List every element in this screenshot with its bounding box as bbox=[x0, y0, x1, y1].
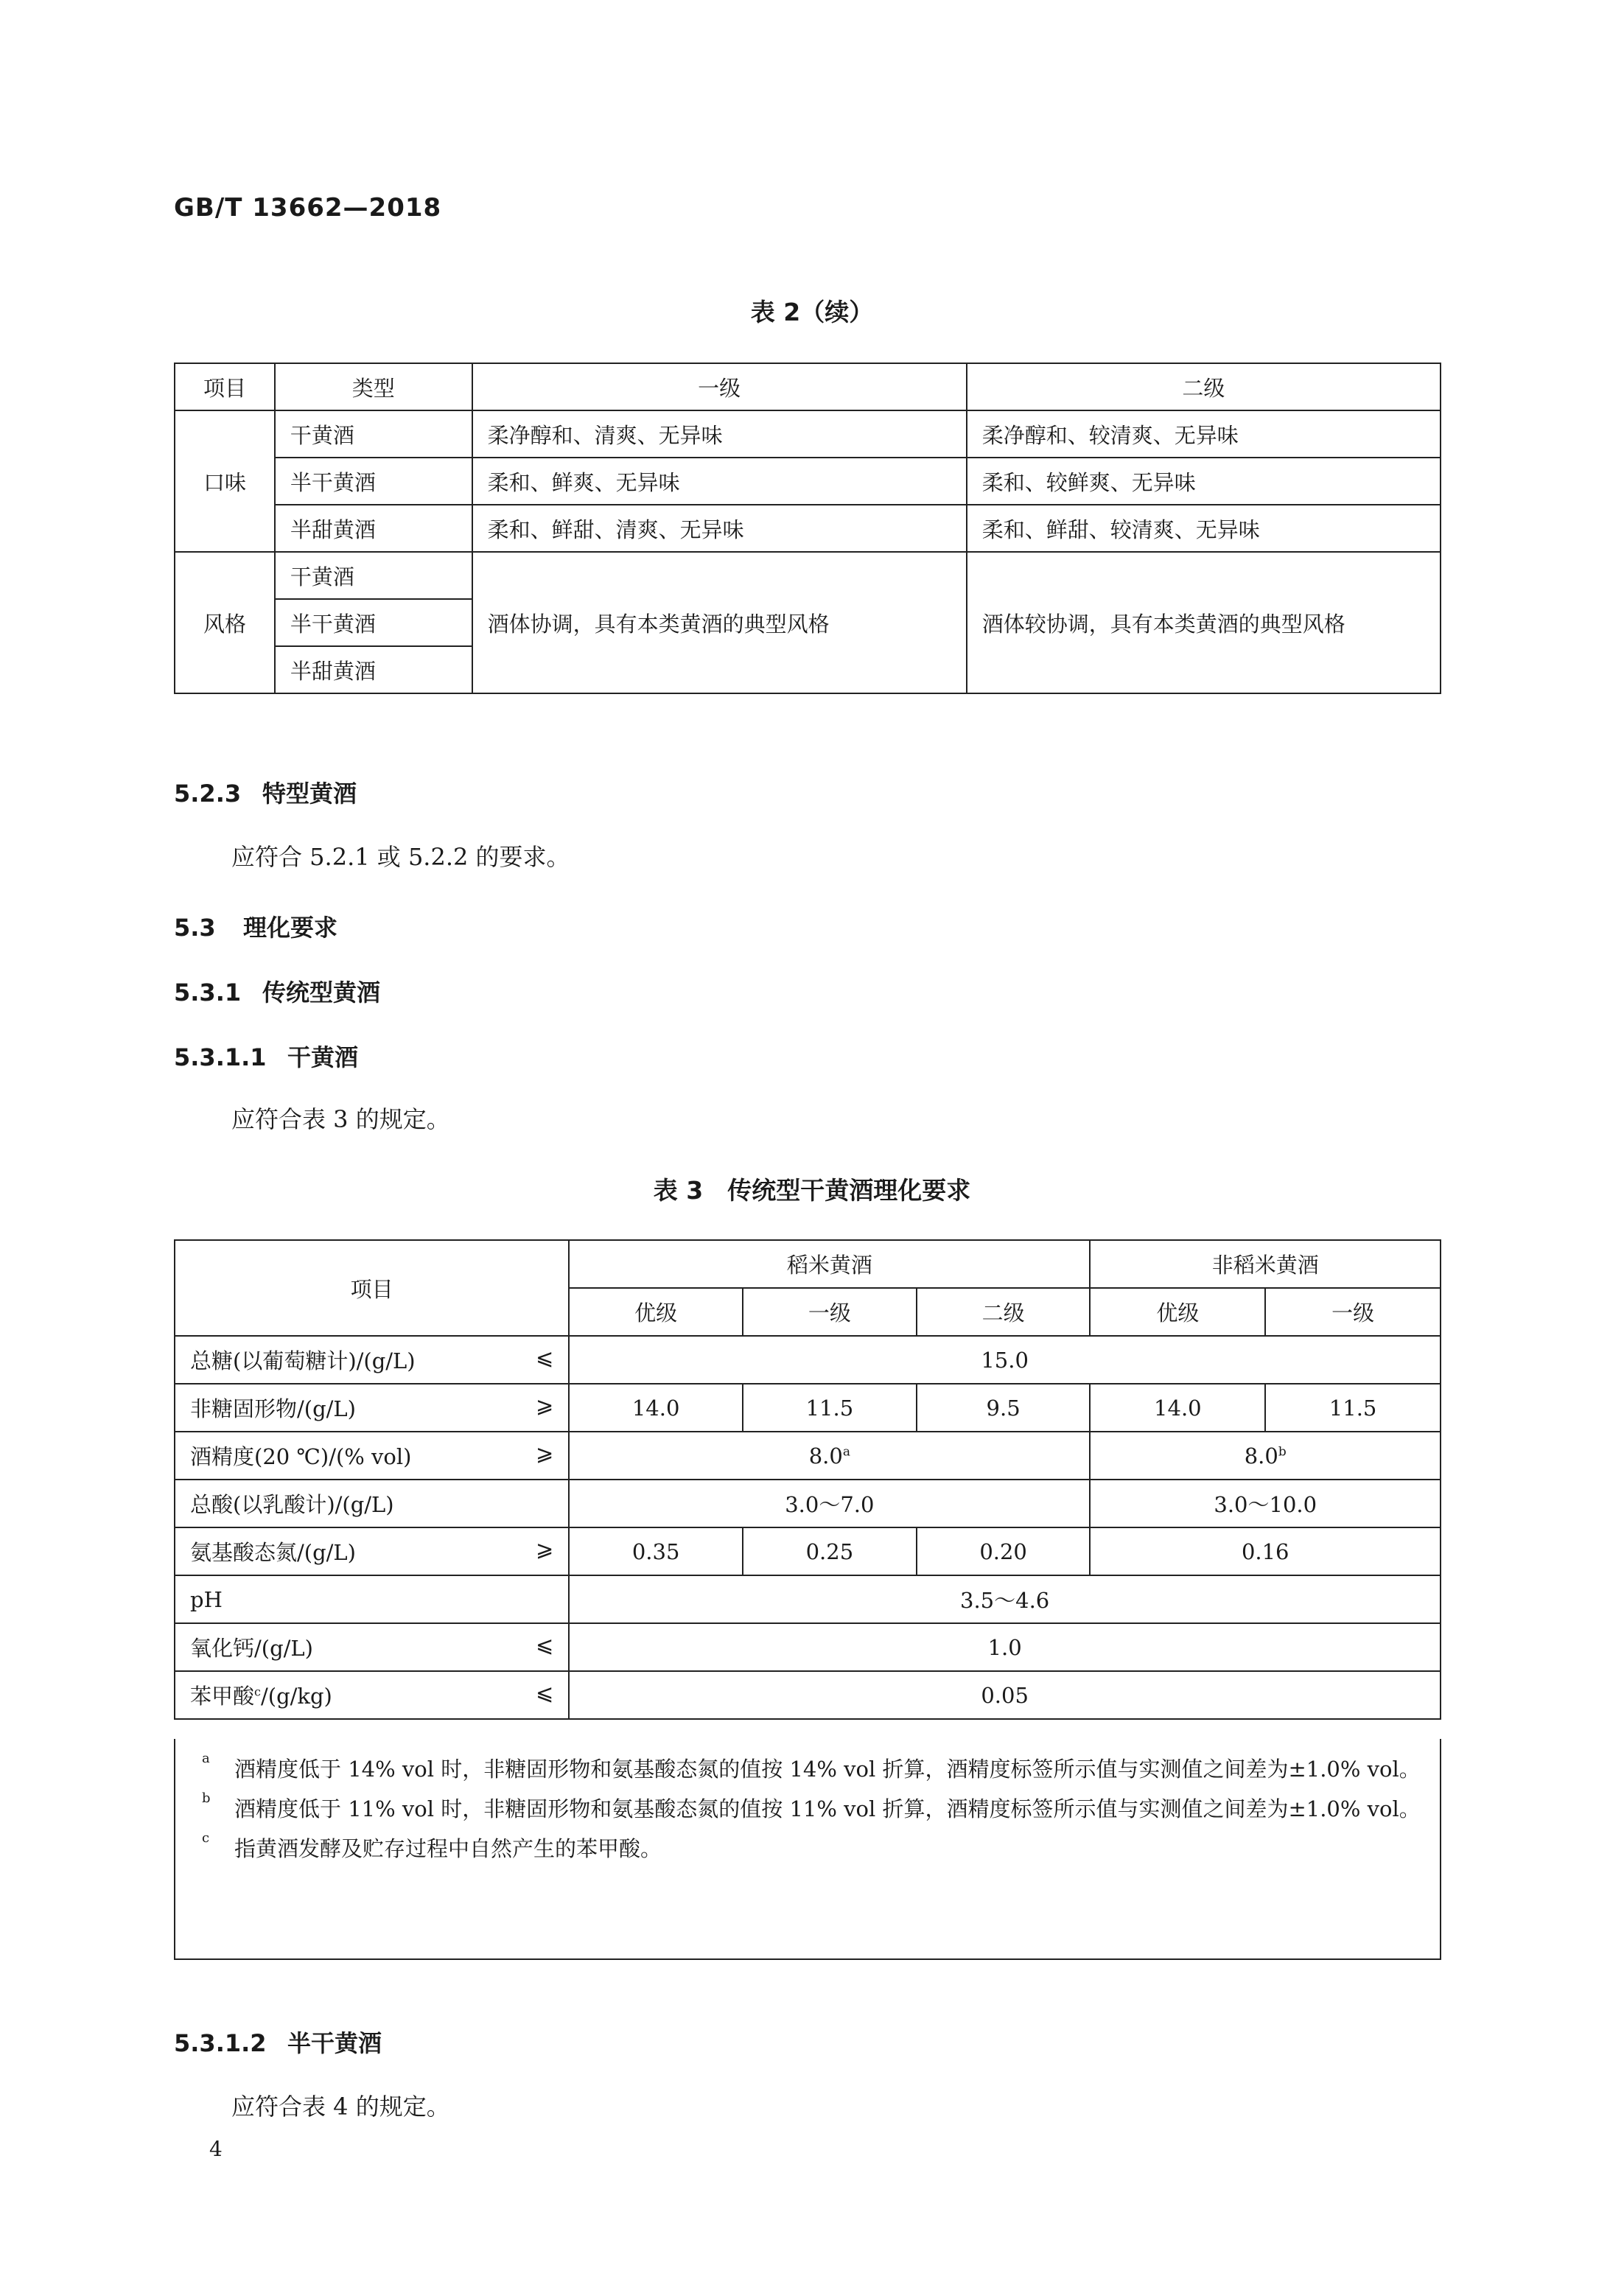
value-cell: 9.5 bbox=[917, 1384, 1091, 1432]
section-title: 特型黄酒 bbox=[262, 780, 357, 808]
grade-superior: 优级 bbox=[1090, 1288, 1265, 1336]
header-cell: 一级 bbox=[472, 363, 967, 410]
row-label bbox=[175, 1432, 569, 1480]
grade1-cell: 柔和、鲜甜、清爽、无异味 bbox=[472, 505, 967, 552]
footnote bbox=[202, 1789, 1425, 1829]
table-row bbox=[175, 1336, 1441, 1384]
section-5-3-1-2-text: 应符合表 4 的规定。 bbox=[231, 2093, 450, 2121]
section-number: 5.2.3 bbox=[174, 780, 242, 808]
grade1-cell: 柔净醇和、清爽、无异味 bbox=[472, 410, 967, 458]
value-cell: 0.25 bbox=[743, 1527, 917, 1575]
value-cell: 3.0～7.0 bbox=[569, 1480, 1090, 1527]
label-text: 苯甲酸 bbox=[190, 1684, 255, 1709]
value-cell bbox=[1090, 1432, 1441, 1480]
section-5-3-1-1-heading bbox=[174, 1039, 358, 1073]
value-cell: 11.5 bbox=[1265, 1384, 1441, 1432]
value-cell bbox=[569, 1432, 1090, 1480]
style-grade2: 酒体较协调，具有本类黄酒的典型风格 bbox=[967, 552, 1441, 693]
value-cell: 0.20 bbox=[917, 1527, 1091, 1575]
footnote-text: 指黄酒发酵及贮存过程中自然产生的苯甲酸。 bbox=[234, 1836, 662, 1861]
footnote-mark: b bbox=[1278, 1443, 1287, 1459]
row-label bbox=[175, 1623, 569, 1671]
section-5-2-3-text: 应符合 5.2.1 或 5.2.2 的要求。 bbox=[231, 843, 570, 871]
symbol: ⩽ bbox=[535, 1680, 554, 1705]
value-cell: 15.0 bbox=[569, 1336, 1441, 1384]
section-title: 干黄酒 bbox=[287, 1043, 359, 1071]
label-text: 氨基酸态氮/(g/L) bbox=[190, 1540, 356, 1565]
value-text: 8.0 bbox=[1244, 1443, 1278, 1468]
grade-second: 二级 bbox=[917, 1288, 1091, 1336]
style-grade1: 酒体协调，具有本类黄酒的典型风格 bbox=[472, 552, 967, 693]
nonrice-header: 非稻米黄酒 bbox=[1090, 1240, 1441, 1288]
section-5-3-1-1-text: 应符合表 3 的规定。 bbox=[231, 1105, 450, 1133]
symbol: ⩾ bbox=[535, 1536, 554, 1561]
row-label bbox=[175, 1384, 569, 1432]
label-text: pH bbox=[190, 1586, 223, 1612]
grade2-cell: 柔净醇和、较清爽、无异味 bbox=[967, 410, 1441, 458]
label-text: 酒精度(20 ℃)/(% vol) bbox=[190, 1444, 412, 1469]
rice-header: 稻米黄酒 bbox=[569, 1240, 1090, 1288]
footnote bbox=[202, 1829, 1425, 1869]
table3-caption: 表 3 传统型干黄酒理化要求 bbox=[653, 1176, 971, 1205]
value-cell: 0.35 bbox=[569, 1527, 743, 1575]
section-5-3-heading bbox=[174, 909, 337, 943]
table-row bbox=[175, 410, 1441, 458]
value-text: 8.0 bbox=[808, 1443, 843, 1468]
header-cell: 二级 bbox=[967, 363, 1441, 410]
row-label bbox=[175, 1527, 569, 1575]
value-cell: 14.0 bbox=[1090, 1384, 1265, 1432]
section-number: 5.3.1.2 bbox=[174, 2029, 267, 2057]
row-label bbox=[175, 1480, 569, 1527]
footnote-mark: c bbox=[254, 1684, 261, 1699]
header-cell: 项目 bbox=[175, 363, 275, 410]
footnote bbox=[202, 1749, 1425, 1789]
grade-superior: 优级 bbox=[569, 1288, 743, 1336]
grade-first: 一级 bbox=[1265, 1288, 1441, 1336]
table3-header-row bbox=[175, 1240, 1441, 1288]
footnote-text: 酒精度低于 14% vol 时，非糖固形物和氨基酸态氮的值按 14% vol 折算，酒精度标签所示值与实测值之间差为±1.0% vol。 bbox=[234, 1757, 1421, 1782]
label-unit: /(g/kg) bbox=[260, 1684, 332, 1709]
symbol: ⩾ bbox=[535, 1393, 554, 1418]
footnote-mark: a bbox=[842, 1443, 850, 1459]
section-title: 半干黄酒 bbox=[287, 2029, 382, 2057]
symbol: ⩾ bbox=[535, 1440, 554, 1466]
footnote-mark: a bbox=[202, 1751, 210, 1766]
footnote-mark: c bbox=[202, 1830, 210, 1846]
value-cell: 14.0 bbox=[569, 1384, 743, 1432]
table2-header-row bbox=[175, 363, 1441, 410]
table3-footnotes bbox=[174, 1739, 1441, 1960]
type-cell: 干黄酒 bbox=[275, 410, 472, 458]
row-label bbox=[175, 1336, 569, 1384]
table-row bbox=[175, 1671, 1441, 1719]
footnote-mark: b bbox=[202, 1790, 211, 1806]
section-5-3-1-2-heading bbox=[174, 2025, 382, 2059]
value-cell: 3.5～4.6 bbox=[569, 1575, 1441, 1623]
table-row bbox=[175, 1384, 1441, 1432]
table3 bbox=[174, 1239, 1441, 1720]
section-title: 理化要求 bbox=[243, 914, 338, 942]
label-text: 总酸(以乳酸计)/(g/L) bbox=[190, 1492, 394, 1517]
value-cell: 3.0～10.0 bbox=[1090, 1480, 1441, 1527]
table2-caption: 表 2（续） bbox=[750, 298, 874, 326]
symbol: ⩽ bbox=[535, 1345, 554, 1370]
value-cell: 11.5 bbox=[743, 1384, 917, 1432]
grade2-cell: 柔和、较鲜爽、无异味 bbox=[967, 458, 1441, 505]
page-number: 4 bbox=[209, 2137, 223, 2161]
label-text: 非糖固形物/(g/L) bbox=[190, 1396, 356, 1421]
label-text: 氧化钙/(g/L) bbox=[190, 1636, 313, 1661]
table-row bbox=[175, 1623, 1441, 1671]
table-row bbox=[175, 1527, 1441, 1575]
row-label bbox=[175, 1575, 569, 1623]
value-cell: 0.16 bbox=[1090, 1527, 1441, 1575]
table2 bbox=[174, 363, 1441, 694]
table-row bbox=[175, 458, 1441, 505]
grade2-cell: 柔和、鲜甜、较清爽、无异味 bbox=[967, 505, 1441, 552]
type-cell: 半干黄酒 bbox=[275, 458, 472, 505]
table-row bbox=[175, 1432, 1441, 1480]
table-row bbox=[175, 1575, 1441, 1623]
row-label bbox=[175, 1671, 569, 1719]
type-cell: 半甜黄酒 bbox=[275, 646, 472, 693]
header-cell: 类型 bbox=[275, 363, 472, 410]
section-number: 5.3.1 bbox=[174, 979, 242, 1007]
symbol: ⩽ bbox=[535, 1632, 554, 1657]
type-cell: 干黄酒 bbox=[275, 552, 472, 599]
taste-label: 口味 bbox=[175, 410, 275, 552]
grade1-cell: 柔和、鲜爽、无异味 bbox=[472, 458, 967, 505]
table-row bbox=[175, 552, 1441, 599]
value-cell: 0.05 bbox=[569, 1671, 1441, 1719]
footnote-text: 酒精度低于 11% vol 时，非糖固形物和氨基酸态氮的值按 11% vol 折算，酒精度标签所示值与实测值之间差为±1.0% vol。 bbox=[234, 1796, 1421, 1821]
label-text: 总糖(以葡萄糖计)/(g/L) bbox=[190, 1348, 416, 1373]
table-row bbox=[175, 1480, 1441, 1527]
section-5-3-1-heading bbox=[174, 974, 380, 1008]
type-cell: 半甜黄酒 bbox=[275, 505, 472, 552]
grade-first: 一级 bbox=[743, 1288, 917, 1336]
type-cell: 半干黄酒 bbox=[275, 599, 472, 646]
standard-number: GB/T 13662—2018 bbox=[174, 193, 442, 223]
value-cell: 1.0 bbox=[569, 1623, 1441, 1671]
section-5-2-3-heading bbox=[174, 775, 357, 809]
item-header: 项目 bbox=[175, 1240, 569, 1336]
section-number: 5.3 bbox=[174, 914, 216, 942]
section-number: 5.3.1.1 bbox=[174, 1043, 267, 1071]
section-title: 传统型黄酒 bbox=[262, 979, 381, 1007]
table-row bbox=[175, 505, 1441, 552]
style-label: 风格 bbox=[175, 552, 275, 693]
